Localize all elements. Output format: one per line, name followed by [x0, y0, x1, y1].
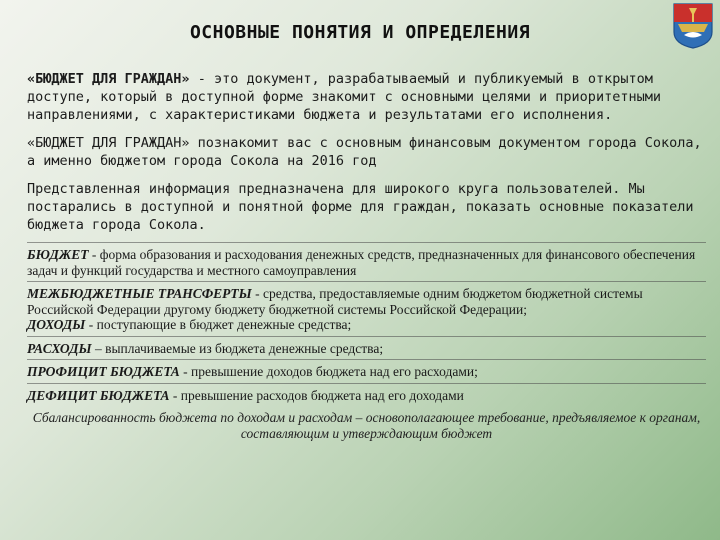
definition-transfers [27, 285, 706, 336]
intro-text: - это документ, разрабатываемый и публикуемый в открытом доступе, который в доступной форме знакомит с основными целями и приоритетными направлениями, с характеристиками бюджета и результатами его исполнения. [27, 71, 661, 123]
definition-term: БЮДЖЕТ [27, 247, 89, 262]
definition-text: - поступающие в бюджет денежные средства; [85, 317, 352, 332]
divider [27, 359, 706, 360]
definition-text: - превышение доходов бюджета над его расходами; [179, 364, 478, 379]
definition-text: - превышение расходов бюджета над его доходами [169, 387, 464, 403]
definition-text: - средства, предоставляемые одним бюджетом бюджетной системы Российской Федерации другому бюджету бюджетной системы Российской Федерации; [27, 286, 643, 317]
definitions-content [27, 70, 706, 442]
intro-term: «БЮДЖЕТ ДЛЯ ГРАЖДАН» [27, 71, 190, 87]
definition-term: ДЕФИЦИТ БЮДЖЕТА [27, 387, 170, 403]
city-budget-paragraph: «БЮДЖЕТ ДЛЯ ГРАЖДАН» познакомит вас с основным финансовым документом города Сокола, а именно бюджетом города Сокола на 2016 год [27, 135, 702, 169]
definition-expenses [27, 340, 706, 360]
definition-surplus [27, 363, 706, 383]
divider [27, 336, 706, 337]
definition-term: РАСХОДЫ [27, 340, 92, 356]
intro-paragraph [27, 70, 706, 124]
divider [27, 281, 706, 282]
definition-budget [27, 246, 706, 281]
definition-term: МЕЖБЮДЖЕТНЫЕ ТРАНСФЕРТЫ [27, 286, 252, 301]
closing-note: Сбалансированность бюджета по доходам и расходам – основополагающее требование, предъявляемое к органам, составляющим и утверждающим бюджет [32, 410, 701, 441]
divider [27, 383, 706, 384]
definition-term: ПРОФИЦИТ БЮДЖЕТА [27, 364, 180, 379]
definition-text: - форма образования и расходования денежных средств, предназначенных для финансового обеспечения задач и функций государства и местного самоуправления [27, 247, 696, 278]
page-title: ОСНОВНЫЕ ПОНЯТИЯ И ОПРЕДЕЛЕНИЯ [189, 22, 531, 43]
city-coat-of-arms-icon [672, 2, 714, 50]
divider [27, 242, 706, 243]
definition-deficit [27, 387, 706, 407]
audience-paragraph: Представленная информация предназначена для широкого круга пользователей. Мы постарались в доступной и понятной форме для граждан, показать основные показатели бюджета города Сокола. [27, 181, 694, 233]
definition-text: – выплачиваемые из бюджета денежные средства; [91, 340, 384, 356]
definition-term: ДОХОДЫ [27, 317, 86, 332]
